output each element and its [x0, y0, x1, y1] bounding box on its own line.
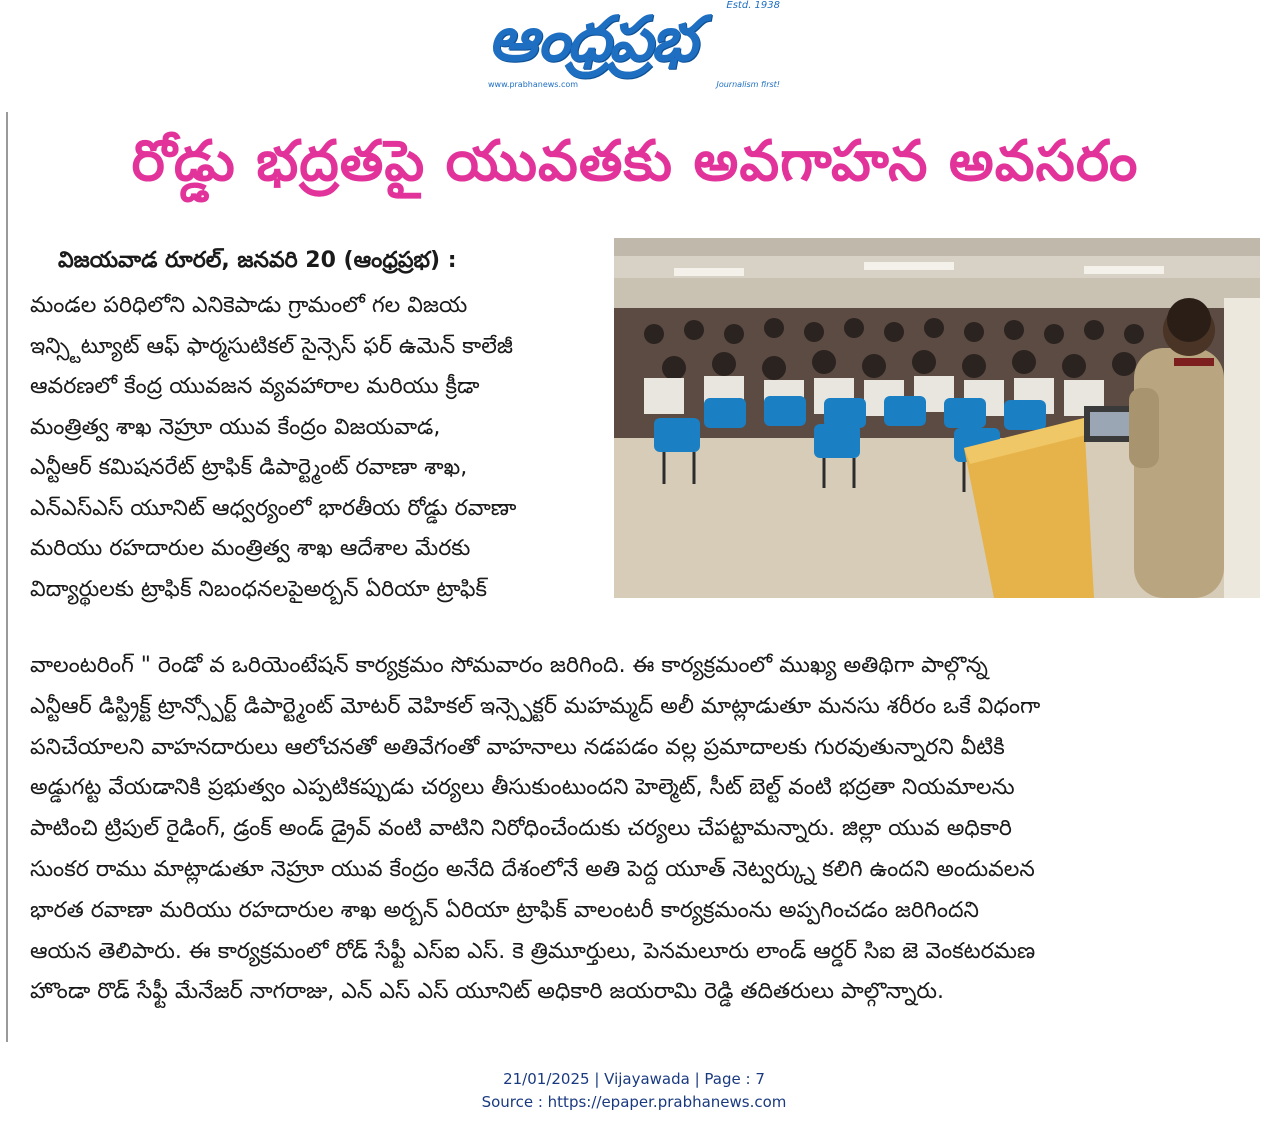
body-line: ఆయన తెలిపారు. ఈ కార్యక్రమంలో రోడ్ సేఫ్టీ ఎస్ఐ ఎస్. కె త్రిమూర్తులు, పెనమలూరు లాండ్ ఆర్డర్ సిఐ జె వెంకటరమణ [30, 938, 1036, 964]
tagline: Journalism first! [716, 80, 780, 89]
body-line: ఇన్స్టిట్యూట్ ఆఫ్ ఫార్మసుటికల్ సైన్సెస్ ఫర్ ఉమెన్ కాలేజీ [30, 333, 513, 359]
headline: రోడ్డు భద్రతపై యువతకు అవగాహన అవసరం [131, 129, 1139, 194]
body-line: విద్యార్థులకు ట్రాఫిక్ నిబంధనలపైఅర్బన్ ఏరియా ట్రాఫిక్ [30, 576, 488, 602]
body-line: ఎన్టీఆర్ కమిషనరేట్ ట్రాఫిక్ డిపార్ట్మెంట్ రవాణా శాఖ, [30, 455, 468, 480]
body-line: భారత రవాణా మరియు రహదారుల శాఖ అర్బన్ ఏరియా ట్రాఫిక్ వాలంటరీ కార్యక్రమంను అప్పగించడం జరిగిందని [30, 897, 979, 923]
body-line: మంత్రిత్వ శాఖ నెహ్రూ యువ కేంద్రం విజయవాడ, [30, 414, 441, 440]
established-year: Estd. 1938 [726, 0, 780, 11]
body-line: హొండా రొడ్ సేఫ్టీ మేనేజర్ నాగరాజు, ఎన్ ఎస్ ఎస్ యూనిట్ అధికారి జయరామి రెడ్డి తదితరులు పాల్గొన్నారు. [30, 979, 945, 1005]
dateline: విజయవాడ రూరల్, జనవరి 20 (ఆంధ్రప్రభ) : [58, 248, 457, 273]
body-line: అడ్డుగట్ట వేయడానికి ప్రభుత్వం ఎప్పటికప్పుడు చర్యలు తీసుకుంటుందని హెల్మెట్, సీట్ బెల్ట్ వంటి భద్రతా నియమాలను [30, 775, 1015, 801]
classroom-photo-illustration [614, 238, 1260, 598]
masthead [470, 0, 800, 96]
website-text: www.prabhanews.com [488, 80, 579, 89]
page-border [6, 112, 8, 1042]
body-line: సుంకర రాము మాట్లాడుతూ నెహ్రూ యువ కేంద్రం అనేది దేశంలోనే అతి పెద్ద యూత్ నెట్వర్క్ను కలిగి ఉందని అందువలన [30, 856, 1035, 882]
body-line: ఆవరణలో కేంద్ర యువజన వ్యవహారాల మరియు క్రీడా [30, 374, 480, 399]
article-photo [614, 238, 1260, 598]
body-line: ఎన్టీఆర్ డిస్ట్రిక్ట్ ట్రాన్స్పోర్ట్ డిపార్ట్మెంట్ మోటర్ వెహికల్ ఇన్స్పెక్టర్ మహమ్మద్ అలీ మాట్లాడుతూ మనసు శరీరం ఒకే విధంగా [30, 693, 1041, 719]
article-body-narrow [30, 286, 606, 610]
body-line: ఎన్ఎస్ఎస్ యూనిట్ ఆధ్వర్యంలో భారతీయ రోడ్డు రవాణా [30, 495, 517, 521]
body-line: పాటించి ట్రిపుల్ రైడింగ్, డ్రంక్ అండ్ డ్రైవ్ వంటి వాటిని నిరోధించేందుకు చర్యలు చేపట్టామన్నారు. జిల్లా యువ అధికారి [30, 816, 1012, 842]
body-line: పనిచేయాలని వాహనదారులు ఆలోచనతో అతివేగంతో వాహనాలు నడపడం వల్ల ప్రమాదాలకు గురవుతున్నారని వీటికి [30, 734, 1005, 760]
source-link[interactable]: Source : https://epaper.prabhanews.com [481, 1093, 787, 1111]
body-line: మరియు రహదారుల మంత్రిత్వ శాఖ ఆదేశాల మేరకు [30, 536, 471, 561]
article-body-wide [30, 646, 1255, 1013]
newspaper-logo: ఆంధ్రప్రభ [488, 2, 696, 75]
body-line: మండల పరిధిలోని ఎనికెపాడు గ్రామంలో గల విజయ [30, 293, 468, 318]
body-line: వాలంటరింగ్ " రెండో వ ఒరియెంటేషన్ కార్యక్రమం సోమవారం జరిగింది. ఈ కార్యక్రమంలో ముఖ్య అతిథిగా పాల్గొన్న [30, 653, 988, 678]
edition-info: 21/01/2025 | Vijayawada | Page : 7 [503, 1070, 765, 1088]
